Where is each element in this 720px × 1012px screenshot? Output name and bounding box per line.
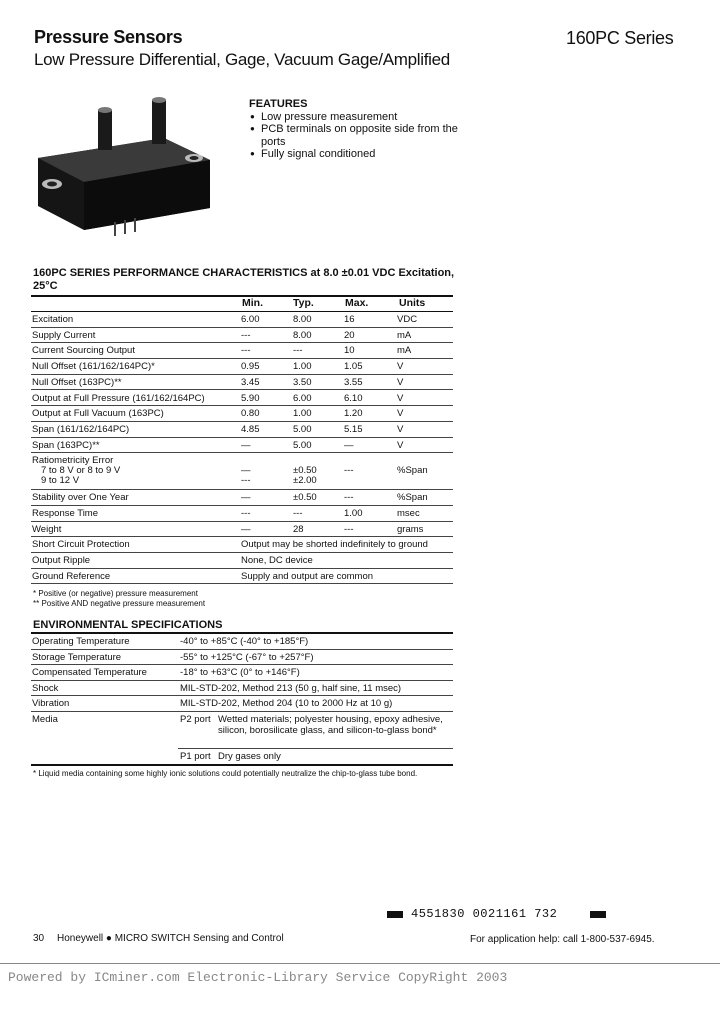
cell-max: 16	[344, 314, 355, 325]
cell-min: —	[241, 465, 251, 477]
cell-typ: 28	[293, 523, 304, 535]
cell-min: 0.80	[241, 408, 260, 420]
cell-typ: ---	[293, 345, 303, 357]
cell-typ: 5.00	[293, 439, 312, 451]
cell-units: V	[397, 361, 404, 373]
row-label: Stability over One Year	[32, 492, 129, 504]
table-row	[31, 490, 453, 506]
table-row	[31, 343, 453, 359]
feature-item: ● Low pressure measurement	[249, 111, 469, 124]
port-label: P2 port	[180, 714, 211, 725]
cell-typ: 1.00	[293, 361, 312, 373]
page-title: Pressure Sensors	[34, 27, 183, 47]
cell-max: 3.55	[344, 376, 363, 388]
row-label: Operating Temperature	[32, 636, 130, 647]
barcode-number: 4551830 0021161 732	[411, 907, 558, 921]
column-header-typ: Typ.	[293, 297, 314, 309]
cell-typ: 6.00	[293, 392, 312, 404]
environmental-heading: ENVIRONMENTAL SPECIFICATIONS	[33, 619, 223, 631]
cell-typ: ±0.50	[293, 492, 317, 504]
footnote: * Positive (or negative) pressure measurement	[33, 589, 198, 598]
row-label: Media	[32, 714, 58, 725]
table-row	[31, 712, 453, 762]
row-label: Supply Current	[32, 329, 96, 341]
cell-min: 4.85	[241, 423, 260, 435]
table-row	[31, 569, 453, 585]
row-sublabel: 7 to 8 V or 8 to 9 V	[41, 465, 121, 477]
row-value: MIL-STD-202, Method 213 (50 g, half sine, 11 msec)	[180, 682, 402, 694]
table-row	[31, 634, 453, 650]
cell-units: V	[397, 376, 404, 388]
cell-min: 3.45	[241, 376, 260, 388]
cell-units: V	[397, 392, 404, 404]
cell-typ: 8.00	[293, 329, 312, 341]
row-value: MIL-STD-202, Method 204 (10 to 2000 Hz at 10 g)	[180, 698, 393, 710]
row-value: -18° to +63°C (0° to +146°F)	[180, 667, 300, 679]
cell-min: 0.95	[241, 361, 260, 373]
cell-min: 6.00	[241, 314, 260, 325]
row-label: Ratiometricity Error	[32, 455, 114, 467]
table-row	[31, 422, 453, 438]
cell-max: 20	[344, 329, 355, 341]
divider	[31, 764, 453, 766]
performance-footnotes	[33, 589, 205, 608]
row-value: Output may be shorted indefinitely to ground	[241, 539, 428, 551]
row-value: -40° to +85°C (-40° to +185°F)	[180, 636, 309, 647]
cell-units: V	[397, 439, 404, 451]
table-row	[31, 522, 453, 538]
cell-max: 6.10	[344, 392, 363, 404]
table-row	[31, 650, 453, 666]
row-label: Short Circuit Protection	[32, 539, 130, 551]
row-label: Null Offset (161/162/164PC)*	[32, 361, 155, 373]
row-label: Span (161/162/164PC)	[32, 423, 130, 435]
table-row	[31, 359, 453, 375]
feature-item: ● PCB terminals on opposite side from the ports	[249, 123, 469, 148]
cell-max: 1.05	[344, 361, 363, 373]
table-row	[31, 696, 453, 712]
table-row	[31, 681, 453, 697]
table-row	[31, 328, 453, 344]
environmental-footnote: * Liquid media containing some highly ionic solutions could potentially neutralize the chip-to-glass tube bond.	[33, 769, 418, 778]
cell-typ: 1.00	[293, 408, 312, 420]
features-heading: FEATURES	[249, 98, 308, 110]
performance-heading: 160PC SERIES PERFORMANCE CHARACTERISTICS at 8.0 ±0.01 VDC Excitation, 25°C	[33, 267, 455, 292]
powered-by-banner: Powered by ICminer.com Electronic-Library Service CopyRight 2003	[8, 970, 508, 985]
cell-min: ---	[241, 475, 251, 487]
cell-min: ---	[241, 508, 251, 519]
row-value: Supply and output are common	[241, 570, 374, 582]
port-label: P1 port	[180, 751, 211, 762]
sensor-photo	[34, 96, 212, 244]
table-row	[31, 375, 453, 391]
row-label: Output Ripple	[32, 555, 91, 567]
row-label: Span (163PC)**	[32, 439, 100, 451]
cell-min: —	[241, 439, 251, 451]
port-value: Wetted materials; polyester housing, epoxy adhesive, silicon, borosilicate glass, and silicon-to-glass bond*	[218, 714, 443, 736]
row-label: Weight	[32, 523, 62, 535]
cell-typ: ±2.00	[293, 475, 317, 487]
row-label: Excitation	[32, 314, 74, 325]
column-header-min: Min.	[242, 297, 263, 309]
cell-units: %Span	[397, 465, 428, 477]
divider	[0, 963, 720, 964]
column-header-max: Max.	[345, 297, 369, 309]
table-row	[31, 553, 453, 569]
table-row	[31, 406, 453, 422]
row-label: Null Offset (163PC)**	[32, 376, 122, 388]
page-subtitle: Low Pressure Differential, Gage, Vacuum Gage/Amplified	[34, 50, 450, 69]
cell-typ: 8.00	[293, 314, 312, 325]
cell-typ: 3.50	[293, 376, 312, 388]
cell-min: 5.90	[241, 392, 260, 404]
row-value: -55° to +125°C (-67° to +257°F)	[180, 651, 314, 663]
table-row	[31, 391, 453, 407]
row-label: Output at Full Pressure (161/162/164PC)	[32, 392, 205, 404]
cell-max: 5.15	[344, 423, 363, 435]
company-name: Honeywell ● MICRO SWITCH Sensing and Control	[57, 933, 284, 944]
table-row	[31, 453, 453, 490]
cell-units: V	[397, 423, 404, 435]
cell-max: 10	[344, 345, 355, 357]
cell-min: ---	[241, 329, 251, 341]
row-value: None, DC device	[241, 555, 313, 567]
cell-units: grams	[397, 523, 424, 535]
row-label: Output at Full Vacuum (163PC)	[32, 408, 164, 420]
barcode-block	[387, 911, 403, 918]
row-label: Shock	[32, 682, 59, 694]
table-row	[31, 665, 453, 681]
features-list	[249, 98, 469, 161]
cell-max: 1.00	[344, 508, 363, 519]
cell-max: ---	[344, 465, 354, 477]
divider	[178, 748, 453, 749]
feature-item: ● Fully signal conditioned	[249, 148, 469, 161]
barcode-block	[590, 911, 606, 918]
cell-max: ---	[344, 492, 354, 504]
cell-min: ---	[241, 345, 251, 357]
cell-units: %Span	[397, 492, 428, 504]
cell-max: ---	[344, 523, 354, 535]
cell-max: 1.20	[344, 408, 363, 420]
cell-max: —	[344, 439, 354, 451]
cell-min: —	[241, 523, 251, 535]
row-label: Storage Temperature	[32, 651, 122, 663]
row-label: Ground Reference	[32, 570, 111, 582]
cell-min: —	[241, 492, 251, 504]
table-row	[31, 537, 453, 553]
port-value: Dry gases only	[218, 751, 281, 762]
cell-units: mA	[397, 345, 412, 357]
series-name: 160PC Series	[566, 28, 674, 48]
cell-units: msec	[397, 508, 420, 519]
cell-typ: ±0.50	[293, 465, 317, 477]
cell-typ: 5.00	[293, 423, 312, 435]
row-label: Response Time	[32, 508, 99, 519]
cell-units: mA	[397, 329, 412, 341]
row-sublabel: 9 to 12 V	[41, 475, 80, 487]
cell-typ: ---	[293, 508, 303, 519]
table-row	[31, 506, 453, 522]
row-label: Current Sourcing Output	[32, 345, 135, 357]
cell-units: VDC	[397, 314, 418, 325]
table-row	[31, 312, 453, 328]
table-row	[31, 438, 453, 454]
row-label: Compensated Temperature	[32, 667, 147, 679]
column-header-units: Units	[399, 297, 426, 309]
row-label: Vibration	[32, 698, 70, 710]
application-help: For application help: call 1-800-537-6945.	[470, 934, 655, 945]
footnote: ** Positive AND negative pressure measurement	[33, 598, 206, 608]
cell-units: V	[397, 408, 404, 420]
page-number: 30	[33, 933, 45, 944]
